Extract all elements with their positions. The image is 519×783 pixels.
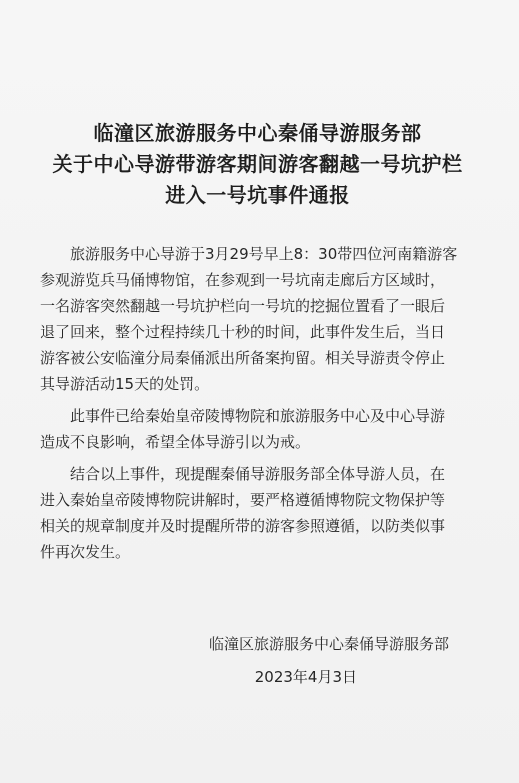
- notice-title: [40, 0, 475, 211]
- paragraph-line: 参观游览兵马俑博物馆，在参观到一号坑南走廊后方区域时，: [40, 271, 446, 289]
- paragraph-line: 此事件已给秦始皇帝陵博物院和旅游服务中心及中心导游: [70, 407, 446, 425]
- paragraph-3: [40, 461, 475, 565]
- paragraph-line: 结合以上事件，现提醒秦俑导游服务部全体导游人员，在: [70, 465, 446, 483]
- paragraph-line: 相关的规章制度并及时提醒所带的游客参照遵循，以防类似事: [40, 517, 446, 535]
- paragraph-line: 进入秦始皇帝陵博物院讲解时，要严格遵循博物院文物保护等: [40, 491, 446, 509]
- paragraph-2: [40, 403, 475, 455]
- paragraph-line: 旅游服务中心导游于3月29号早上8：30带四位河南籍游客: [70, 245, 458, 263]
- paragraph-line: 一名游客突然翻越一号坑护栏向一号坑的挖掘位置看了一眼后: [40, 297, 446, 315]
- title-line-2: 关于中心导游带游客期间游客翻越一号坑护栏: [52, 152, 463, 176]
- issue-date: 2023年4月3日: [254, 668, 357, 686]
- paragraph-1: [40, 241, 475, 397]
- issuer-signature: 临潼区旅游服务中心秦俑导游服务部: [208, 635, 449, 653]
- title-line-1: 临潼区旅游服务中心秦俑导游服务部: [93, 121, 422, 145]
- paragraph-line: 造成不良影响，希望全体导游引以为戒。: [40, 433, 311, 451]
- paragraph-line: 游客被公安临潼分局秦俑派出所备案拘留。相关导游责令停止: [40, 349, 446, 367]
- paragraph-line: 退了回来，整个过程持续几十秒的时间，此事件发生后，当日: [40, 323, 446, 341]
- paragraph-line: 其导游活动15天的处罚。: [40, 375, 210, 393]
- title-line-3: 进入一号坑事件通报: [165, 183, 350, 207]
- notice-body: [40, 241, 475, 565]
- paragraph-line: 件再次发生。: [40, 543, 131, 561]
